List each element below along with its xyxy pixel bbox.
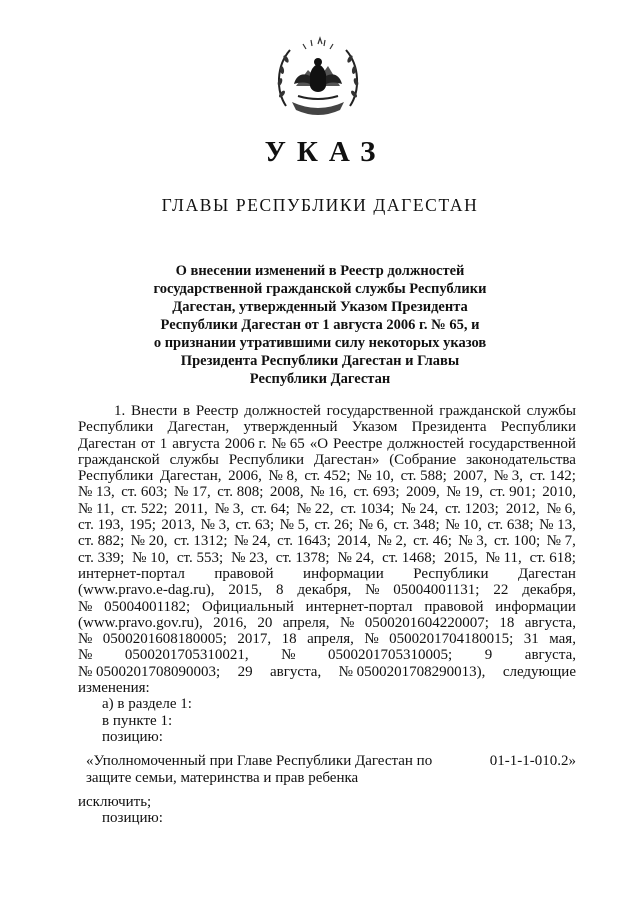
body-word: апреля, — [282, 614, 330, 631]
body-word: № 16, — [310, 484, 347, 501]
body-word: № 5, — [279, 517, 309, 534]
body-word: ст. 1203; — [445, 500, 499, 517]
body-word: 18 — [499, 614, 515, 631]
body-word: 2016, — [213, 614, 247, 631]
heading-line: о признании утратившими силу некоторых указов — [153, 335, 487, 351]
body-line — [78, 631, 576, 647]
body-line — [78, 484, 576, 500]
body-word: Указом — [351, 419, 398, 436]
body-word: № — [78, 631, 93, 648]
body-word: 9 — [484, 647, 493, 664]
body-word: № 3, — [458, 533, 488, 550]
body-word: № 11, — [485, 549, 522, 566]
body-word: 2015, — [443, 549, 478, 566]
body-word: Республики — [78, 419, 154, 436]
body-word: № 10, — [357, 468, 394, 485]
body-word: ст. 348; — [393, 517, 440, 534]
body-word: ст. 882; — [78, 533, 125, 550]
body-word: августа, — [270, 663, 322, 680]
body-word: следующие — [502, 663, 576, 680]
position-text-line2: защите семьи, материнства и прав ребенка — [86, 769, 359, 786]
body-word: 2006 г. — [224, 435, 267, 452]
body-word: ст. 63; — [235, 517, 275, 534]
body-word: информации — [303, 565, 384, 582]
body-word: ст. 100; — [493, 533, 541, 550]
body-word: 1. — [114, 403, 126, 419]
heading-line: Республики Дагестан от 1 августа 2006 г. № 65, и — [160, 317, 480, 333]
body-word: 2015, — [228, 582, 263, 599]
body-word: 2007, — [453, 468, 488, 485]
body-word: государственной — [326, 403, 434, 419]
body-word: 0500201705310005; — [328, 647, 453, 664]
decree-body — [78, 403, 576, 826]
body-word: № 22, — [296, 500, 334, 517]
body-word: 0500201608180005; — [102, 631, 227, 648]
body-word: № 17, — [173, 484, 211, 501]
body-word: ст. 26; — [314, 517, 354, 534]
body-word: декабря, — [522, 582, 576, 599]
body-word: 18 — [281, 631, 297, 648]
body-word: ст. 618; — [529, 549, 576, 566]
body-word: ст. 1312; — [173, 533, 228, 550]
body-word: апреля, — [307, 631, 354, 648]
body-word: Дагестан, — [167, 419, 230, 436]
body-word: службы — [526, 403, 576, 419]
body-word: правовой — [424, 598, 484, 615]
body-word: Дагестан» — [313, 451, 380, 468]
body-word: должностей — [387, 435, 465, 452]
body-word: 0500201705310021, — [124, 647, 249, 664]
body-word: № 13, — [78, 484, 115, 501]
body-word: ст. 1378; — [275, 549, 330, 566]
body-word: Республики — [413, 565, 489, 582]
body-word: 2012, — [505, 500, 540, 517]
body-word: ст. 64; — [250, 500, 290, 517]
body-word: правовой — [214, 565, 274, 582]
item-a: а) в разделе 1: — [102, 696, 192, 713]
position-text-line1: «Уполномоченный при Главе Республики Дагестан по — [86, 753, 433, 770]
body-word: № 19, — [446, 484, 484, 501]
body-word: 2011, — [174, 500, 208, 517]
heading-line: государственной гражданской службы Республики — [153, 281, 487, 297]
body-word: 8 — [276, 582, 284, 599]
body-line — [78, 599, 576, 615]
body-word: службы — [169, 451, 219, 468]
body-word: № 0500201708090003; — [78, 663, 221, 680]
body-word: Республики — [78, 468, 154, 485]
body-word: Республики — [500, 419, 576, 436]
body-word: ст. 142; — [529, 468, 576, 485]
body-word: Дагестан — [78, 435, 136, 452]
body-word: Дагестан — [517, 565, 576, 582]
body-word: ст. 553; — [176, 549, 224, 566]
body-word: 2014, — [337, 533, 372, 550]
body-word: № 3, — [493, 468, 524, 485]
body-line — [78, 566, 576, 582]
body-word: ст. 588; — [400, 468, 447, 485]
position-text — [78, 753, 432, 786]
body-word: 31 — [523, 631, 539, 648]
body-word: 0500201704180015; — [389, 631, 514, 648]
heading-line: Дагестан, утвержденный Указом Президента — [172, 299, 468, 315]
body-word: № 65 — [271, 435, 305, 452]
body-paragraph — [78, 403, 576, 680]
body-word: ст. 808; — [217, 484, 264, 501]
body-word: № 23, — [231, 549, 268, 566]
body-word: (www.pravo.gov.ru), — [78, 614, 203, 631]
body-word: 2006, — [228, 468, 262, 485]
body-line — [78, 403, 576, 419]
body-word: № 6, — [358, 517, 388, 534]
exclude-text: исключить; — [78, 793, 152, 810]
body-word: 29 — [237, 663, 253, 680]
body-word: № 7, — [546, 533, 576, 550]
body-word: Реестр — [195, 403, 239, 419]
body-word: августа — [172, 435, 220, 452]
body-word: № — [78, 647, 93, 664]
body-word: 22 — [493, 582, 509, 599]
heading-line: Республики Дагестан — [249, 371, 391, 387]
body-word: 05004001182; — [104, 598, 191, 615]
body-word: 1 — [159, 435, 168, 452]
body-line — [78, 419, 576, 435]
body-line — [78, 664, 576, 680]
body-word: интернет-портал — [78, 565, 185, 582]
body-line — [78, 550, 576, 566]
body-line — [78, 647, 576, 663]
body-word: (www.pravo.e-dag.ru), — [78, 582, 215, 599]
body-word: декабря, — [297, 582, 352, 599]
document-title: УКАЗ — [264, 136, 387, 168]
body-word: интернет-портал — [305, 598, 413, 615]
body-word: 0500201604220007; — [364, 614, 489, 631]
body-line — [78, 501, 576, 517]
body-word: от — [140, 435, 155, 452]
body-word: Президента — [411, 419, 487, 436]
position-entry — [78, 753, 576, 786]
body-word: ст. 1034; — [340, 500, 395, 517]
body-word: № 13, — [539, 517, 576, 534]
body-line — [78, 468, 576, 484]
body-word: должностей — [244, 403, 321, 419]
body-word: мая, — [549, 631, 576, 648]
body-word: гражданской — [78, 451, 160, 468]
document-subtitle: ГЛАВЫ РЕСПУБЛИКИ ДАГЕСТАН — [161, 195, 479, 215]
body-word: № 3, — [214, 500, 244, 517]
coat-of-arms-emblem — [268, 36, 368, 126]
body-line — [78, 436, 576, 452]
body-word: 2017, — [237, 631, 272, 648]
body-line — [78, 452, 576, 468]
body-word: утвержденный — [243, 419, 338, 436]
body-word: № — [78, 598, 93, 615]
body-word: № 11, — [78, 500, 115, 517]
body-word: 05004001131; — [393, 582, 480, 599]
body-word: информации — [495, 598, 576, 615]
body-word: № 6, — [546, 500, 576, 517]
body-word: Дагестан, — [159, 468, 222, 485]
decree-heading — [100, 262, 540, 388]
body-line — [78, 517, 576, 533]
body-word: № — [365, 582, 380, 599]
body-word: (Собрание — [389, 451, 457, 468]
body-line — [78, 615, 576, 631]
body-word: «О — [309, 435, 329, 452]
body-word: № 10, — [132, 549, 169, 566]
body-word: ст. 339; — [78, 549, 125, 566]
body-word: ст. 1468; — [382, 549, 436, 566]
body-word: 2013, — [161, 517, 196, 534]
body-word: № — [339, 614, 355, 631]
heading-line: О внесении изменений в Реестр должностей — [175, 263, 465, 279]
item-punkt: в пункте 1: — [102, 712, 173, 729]
body-word: № — [364, 631, 379, 648]
body-word: августа, — [524, 614, 576, 631]
body-word: 20 — [257, 614, 273, 631]
body-word: ст. 522; — [121, 500, 168, 517]
body-word: № 0500201708290013), — [338, 663, 486, 680]
body-word: ст. 603; — [121, 484, 168, 501]
body-word: в — [183, 403, 191, 419]
body-word: № 2, — [377, 533, 407, 550]
body-last-line: изменения: — [78, 680, 150, 697]
body-word: ст. 693; — [353, 484, 400, 501]
item-position-2: позицию: — [102, 810, 163, 827]
body-word: государственной — [469, 435, 576, 452]
body-word: законодательства — [466, 451, 576, 468]
body-line — [78, 582, 576, 598]
body-word: гражданской — [439, 403, 521, 419]
body-word: 2009, — [406, 484, 440, 501]
body-word: № 24, — [233, 533, 271, 550]
body-word: Реестре — [333, 435, 383, 452]
body-line — [78, 533, 576, 549]
body-word: 2010, — [542, 484, 576, 501]
body-word: ст. 46; — [413, 533, 452, 550]
body-word: 2008, — [269, 484, 304, 501]
body-word: № 8, — [268, 468, 298, 485]
body-word: № 24, — [401, 500, 439, 517]
body-word: ст. 1643; — [277, 533, 331, 550]
position-code: 01-1-1-010.2» — [489, 753, 576, 770]
body-word: ст. 901; — [489, 484, 536, 501]
body-word: ст. 452; — [304, 468, 351, 485]
body-word: № 20, — [130, 533, 168, 550]
body-word: ст. 193, — [78, 517, 124, 534]
body-word: 195; — [129, 517, 156, 534]
body-word: Внести — [130, 403, 178, 419]
body-word: Республики — [228, 451, 304, 468]
heading-line: Президента Республики Дагестан и Главы — [180, 353, 460, 369]
item-position-1: позицию: — [102, 728, 163, 745]
body-word: № — [281, 647, 296, 664]
body-word: Официальный — [202, 598, 294, 615]
body-word: № 24, — [337, 549, 375, 566]
body-word: ст. 638; — [487, 517, 534, 534]
body-word: № 10, — [445, 517, 482, 534]
body-word: № 3, — [200, 517, 230, 534]
body-word: августа, — [524, 647, 576, 664]
